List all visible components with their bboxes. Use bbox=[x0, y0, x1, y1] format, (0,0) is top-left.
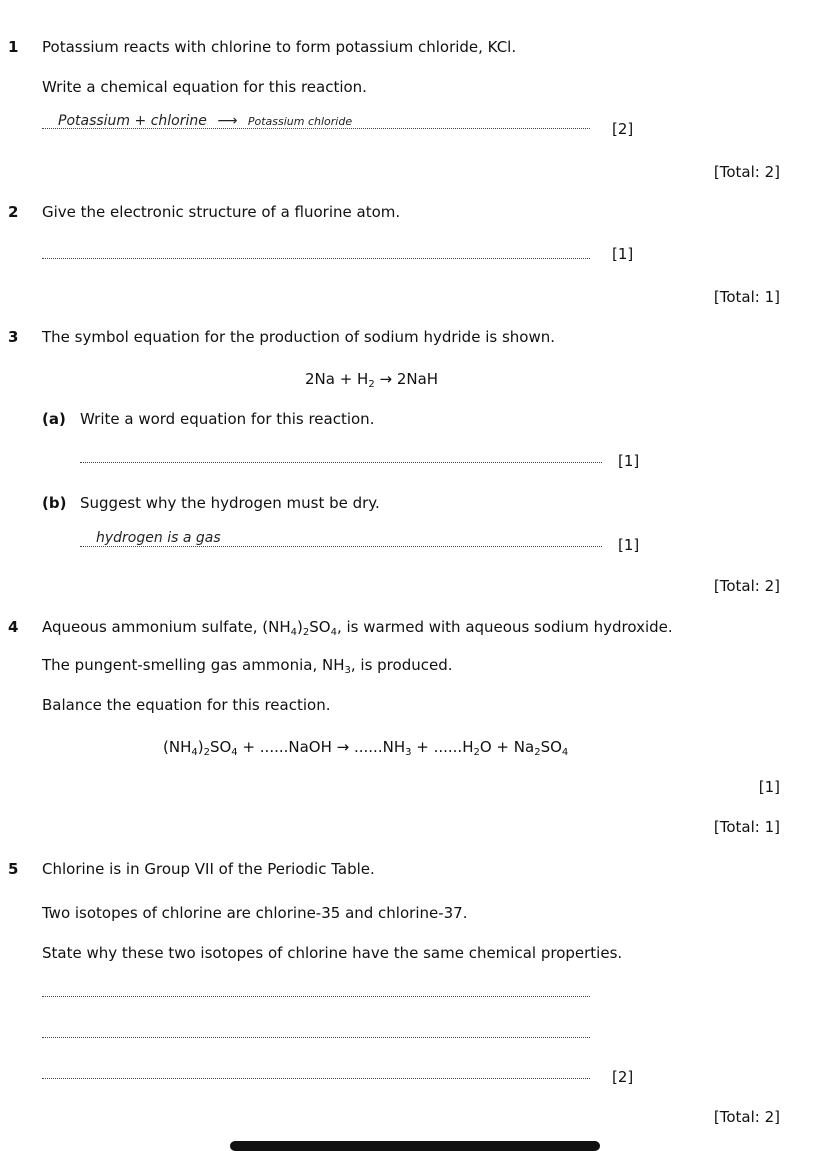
q1-stem: Potassium reacts with chlorine to form potassium chloride, KCl. bbox=[42, 38, 517, 56]
home-indicator-bar[interactable] bbox=[230, 1141, 600, 1151]
q3b-label: (b) bbox=[42, 494, 67, 512]
q5-line2: Two isotopes of chlorine are chlorine-35 and chlorine-37. bbox=[42, 904, 468, 922]
q3b-answer-line[interactable] bbox=[80, 546, 602, 547]
q5-marks: [2] bbox=[612, 1068, 634, 1086]
q5-prompt: State why these two isotopes of chlorine have the same chemical properties. bbox=[42, 944, 623, 962]
q3b-marks: [1] bbox=[618, 536, 640, 554]
q2-stem: Give the electronic structure of a fluorine atom. bbox=[42, 203, 401, 221]
q3-stem: The symbol equation for the production of sodium hydride is shown. bbox=[42, 328, 555, 346]
q1-handwritten-answer: Potassium + chlorine ⟶ Potassium chloride bbox=[58, 113, 353, 129]
question-number-2: 2 bbox=[8, 203, 19, 221]
q5-total: [Total: 2] bbox=[713, 1108, 780, 1126]
q4-line2: The pungent-smelling gas ammonia, $NH_3$, is produced. bbox=[42, 656, 453, 676]
q5-answer-line-2[interactable] bbox=[42, 1037, 590, 1038]
q4-stem: Aqueous ammonium sulfate, $(NH_4)_2SO_4$, is warmed with aqueous sodium hydroxide. bbox=[42, 618, 673, 638]
q2-answer-line[interactable] bbox=[42, 258, 590, 259]
q1-prompt: Write a chemical equation for this reaction. bbox=[42, 78, 367, 96]
q2-total: [Total: 1] bbox=[713, 288, 780, 306]
q5-answer-line-3[interactable] bbox=[42, 1078, 590, 1079]
q1-marks: [2] bbox=[612, 120, 634, 138]
q4-total: [Total: 1] bbox=[713, 818, 780, 836]
question-number-1: 1 bbox=[8, 38, 19, 56]
question-number-5: 5 bbox=[8, 860, 19, 878]
q3a-marks: [1] bbox=[618, 452, 640, 470]
q5-answer-line-1[interactable] bbox=[42, 996, 590, 997]
q3a-label: (a) bbox=[42, 410, 66, 428]
q3-symbol-equation: $2Na + H_2 \to 2NaH$ bbox=[305, 370, 439, 390]
question-number-3: 3 bbox=[8, 328, 19, 346]
q3a-answer-line[interactable] bbox=[80, 462, 602, 463]
q2-marks: [1] bbox=[612, 245, 634, 263]
q3a-text: Write a word equation for this reaction. bbox=[80, 410, 375, 428]
q3b-text: Suggest why the hydrogen must be dry. bbox=[80, 494, 380, 512]
q3b-handwritten-answer: hydrogen is a gas bbox=[96, 530, 221, 546]
question-number-4: 4 bbox=[8, 618, 19, 636]
q1-total: [Total: 2] bbox=[713, 163, 780, 181]
q5-stem: Chlorine is in Group VII of the Periodic Table. bbox=[42, 860, 375, 878]
q4-prompt: Balance the equation for this reaction. bbox=[42, 696, 331, 714]
q4-equation: $(NH_4)_2SO_4$ + ......NaOH → $......NH_3 + ......H_2O + Na_2SO_4$ bbox=[163, 738, 569, 758]
q4-marks: [1] bbox=[758, 778, 780, 796]
q3-total: [Total: 2] bbox=[713, 577, 780, 595]
